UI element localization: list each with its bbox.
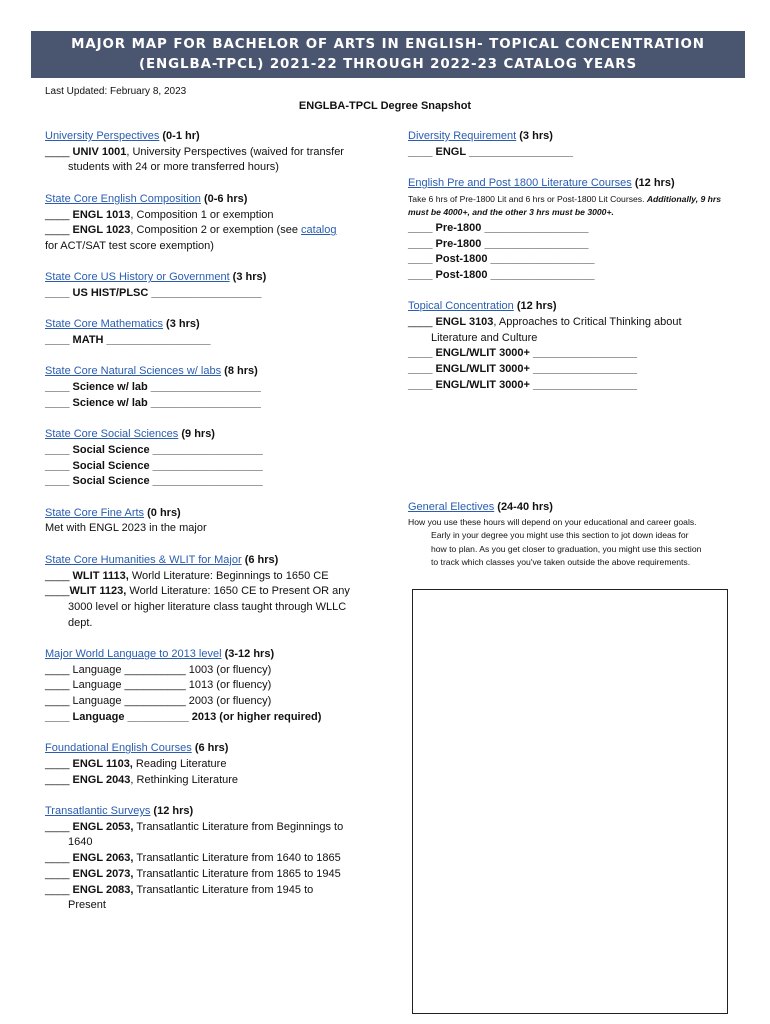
course-slot: ____ ENGL/WLIT 3000+ _________________ bbox=[408, 363, 638, 376]
page-title-line-1: MAJOR MAP FOR BACHELOR OF ARTS IN ENGLISH- TOPICAL CONCENTRATION bbox=[71, 37, 705, 52]
course-slot: ____ US HIST/PLSC __________________ bbox=[45, 287, 262, 299]
course-title: Transatlantic Literature from Beginnings to bbox=[133, 820, 344, 833]
section-general-electives bbox=[408, 500, 738, 570]
course-slot: ____ Language __________ 1013 (or fluency) bbox=[45, 679, 272, 692]
section-hours: (3-12 hrs) bbox=[221, 648, 275, 661]
course-note: for ACT/SAT test score exemption) bbox=[45, 239, 214, 252]
course-code: ENGL 1103, bbox=[72, 757, 133, 770]
section-pre-post-1800 bbox=[408, 176, 738, 284]
course-title: Transatlantic Literature from 1640 to 1865 bbox=[133, 852, 341, 865]
course-slot: Language __________ bbox=[72, 710, 192, 723]
course-slot: ____ ENGL _________________ bbox=[408, 145, 573, 158]
link-topical-concentration[interactable]: Topical Concentration bbox=[408, 300, 514, 313]
course-code: ENGL 3103 bbox=[435, 316, 494, 328]
course-title: Reading Literature bbox=[132, 757, 227, 770]
course-slot: ____ Post-1800 _________________ bbox=[408, 268, 595, 281]
link-humanities[interactable]: State Core Humanities & WLIT for Major bbox=[45, 553, 242, 566]
section-hours: (8 hrs) bbox=[221, 365, 258, 378]
checkbox-blank: ____ bbox=[45, 773, 73, 786]
checkbox-blank: ____ bbox=[45, 820, 73, 833]
link-general-electives[interactable]: General Electives bbox=[408, 501, 495, 513]
checkbox-blank: ____ bbox=[45, 867, 73, 880]
requirement-note-emphasis: Additionally, 9 hrs must be 4000+, and the other 3 hrs must be 3000+. bbox=[408, 193, 722, 218]
course-slot: ____ MATH _________________ bbox=[45, 334, 211, 347]
section-hours: (24-40 hrs) bbox=[494, 501, 553, 513]
checkbox-blank: ____ bbox=[45, 208, 73, 221]
checkbox-blank: ____ bbox=[45, 757, 73, 770]
course-title: Transatlantic Literature from 1945 to bbox=[133, 883, 314, 896]
course-slot: ____ Social Science __________________ bbox=[45, 475, 263, 488]
course-slot: ____ Pre-1800 _________________ bbox=[408, 221, 589, 234]
course-title: , Composition 1 or exemption bbox=[130, 208, 274, 221]
section-hours: (0 hrs) bbox=[144, 506, 181, 519]
section-hours: (3 hrs) bbox=[229, 271, 267, 284]
course-code: ENGL 2043 bbox=[72, 773, 131, 786]
section-transatlantic-surveys bbox=[45, 804, 375, 914]
left-column bbox=[45, 129, 375, 914]
course-slot: ____ Science w/ lab __________________ bbox=[45, 396, 261, 409]
electives-note: to track which classes you've taken outside the above requirements. bbox=[431, 557, 691, 568]
course-code: ENGL 2083, bbox=[72, 883, 134, 896]
link-mathematics[interactable]: State Core Mathematics bbox=[45, 318, 163, 331]
course-code: ENGL 2053, bbox=[72, 820, 134, 833]
section-hours: (0-6 hrs) bbox=[200, 192, 248, 205]
course-note: Met with ENGL 2023 in the major bbox=[45, 522, 207, 535]
course-slot: ____ Language __________ 1003 (or fluency) bbox=[45, 663, 272, 676]
page-title-banner bbox=[31, 31, 745, 78]
last-updated: Last Updated: February 8, 2023 bbox=[45, 86, 187, 97]
course-title-cont: 1640 bbox=[68, 836, 93, 849]
section-hours: (3 hrs) bbox=[516, 130, 553, 142]
course-slot: ____ Science w/ lab __________________ bbox=[45, 381, 261, 394]
section-hours: (12 hrs) bbox=[631, 177, 675, 190]
section-diversity bbox=[408, 129, 738, 160]
requirement-note bbox=[408, 193, 738, 220]
checkbox-blank: ____ bbox=[408, 316, 436, 328]
link-fine-arts[interactable]: State Core Fine Arts bbox=[45, 506, 145, 519]
electives-note: Early in your degree you might use this section to jot down ideas for bbox=[431, 530, 689, 541]
course-slot: ____ Social Science __________________ bbox=[45, 459, 263, 472]
link-english-composition[interactable]: State Core English Composition bbox=[45, 192, 201, 205]
section-us-history bbox=[45, 270, 375, 301]
requirement-note-text: Take 6 hrs of Pre-1800 Lit and 6 hrs or Post-1800 Lit Courses. bbox=[408, 193, 647, 204]
course-title: , Rethinking Literature bbox=[130, 773, 239, 786]
checkbox-blank: ____ bbox=[45, 710, 73, 723]
page-title-line-2: (ENGLBA-TPCL) 2021-22 THROUGH 2022-23 CATALOG YEARS bbox=[138, 57, 638, 72]
checkbox-blank: ____ bbox=[45, 569, 73, 582]
section-mathematics bbox=[45, 317, 375, 348]
course-title: Transatlantic Literature from 1865 to 1945 bbox=[133, 867, 341, 880]
course-code: ENGL 2063, bbox=[72, 852, 134, 865]
course-slot: ____ ENGL/WLIT 3000+ _________________ bbox=[408, 347, 638, 360]
course-title-cont: Present bbox=[68, 899, 106, 912]
checkbox-blank: ____ bbox=[45, 883, 73, 896]
course-note: dept. bbox=[68, 616, 93, 629]
link-natural-sciences[interactable]: State Core Natural Sciences w/ labs bbox=[45, 365, 222, 378]
link-us-history[interactable]: State Core US History or Government bbox=[45, 271, 230, 284]
link-university-perspectives[interactable]: University Perspectives bbox=[45, 130, 160, 142]
section-hours: (12 hrs) bbox=[150, 805, 194, 818]
course-title: , Composition 2 or exemption (see bbox=[130, 224, 302, 237]
checkbox-blank: ____ bbox=[45, 145, 73, 158]
section-social-sciences bbox=[45, 427, 375, 490]
course-code: ENGL 1023 bbox=[72, 224, 131, 237]
section-natural-sciences bbox=[45, 364, 375, 411]
link-world-language[interactable]: Major World Language to 2013 level bbox=[45, 648, 222, 661]
section-hours: (9 hrs) bbox=[178, 428, 215, 441]
section-world-language bbox=[45, 647, 375, 726]
section-foundational-english bbox=[45, 741, 375, 788]
course-note: students with 24 or more transferred hours) bbox=[68, 161, 279, 174]
right-column bbox=[408, 129, 738, 568]
section-hours: (12 hrs) bbox=[513, 300, 557, 313]
checkbox-blank: ____ bbox=[45, 852, 73, 865]
course-title: , University Perspectives (waived for transfer bbox=[126, 145, 344, 158]
section-topical-concentration bbox=[408, 299, 738, 393]
course-code: ENGL 2073, bbox=[72, 867, 134, 880]
checkbox-blank: ____ bbox=[45, 224, 73, 237]
link-social-sciences[interactable]: State Core Social Sciences bbox=[45, 428, 179, 441]
degree-snapshot-heading: ENGLBA-TPCL Degree Snapshot bbox=[298, 100, 472, 112]
section-hours: (0-1 hr) bbox=[159, 130, 200, 142]
link-transatlantic-surveys[interactable]: Transatlantic Surveys bbox=[45, 805, 151, 818]
section-hours: (6 hrs) bbox=[191, 742, 229, 755]
link-foundational-english[interactable]: Foundational English Courses bbox=[45, 742, 192, 755]
course-note: 3000 level or higher literature class taught through WLLC bbox=[68, 600, 347, 613]
section-fine-arts bbox=[45, 506, 375, 537]
section-hours: (6 hrs) bbox=[241, 553, 279, 566]
course-title-cont: Literature and Culture bbox=[431, 331, 538, 344]
course-slot: ____ Social Science __________________ bbox=[45, 443, 263, 456]
catalog-link[interactable]: catalog bbox=[301, 224, 337, 237]
course-title: , Approaches to Critical Thinking about bbox=[493, 316, 682, 328]
section-english-composition bbox=[45, 192, 375, 255]
checkbox-blank: ____ bbox=[45, 585, 70, 598]
course-slot: ____ Post-1800 _________________ bbox=[408, 253, 595, 266]
link-diversity-requirement[interactable]: Diversity Requirement bbox=[408, 130, 517, 142]
section-hours: (3 hrs) bbox=[163, 318, 200, 331]
course-requirement: 2013 (or higher required) bbox=[191, 710, 322, 723]
electives-note: how to plan. As you get closer to graduation, you might use this section bbox=[431, 543, 702, 554]
course-slot: ____ Pre-1800 _________________ bbox=[408, 237, 589, 250]
course-title: World Literature: 1650 CE to Present OR any bbox=[126, 585, 350, 598]
section-humanities bbox=[45, 553, 375, 632]
course-slot: ____ ENGL/WLIT 3000+ _________________ bbox=[408, 378, 638, 391]
course-title: World Literature: Beginnings to 1650 CE bbox=[128, 569, 329, 582]
link-pre-post-1800[interactable]: English Pre and Post 1800 Literature Courses bbox=[408, 177, 632, 190]
section-university-perspectives bbox=[45, 129, 375, 176]
electives-notes-box[interactable] bbox=[412, 589, 728, 1014]
course-slot: ____ Language __________ 2003 (or fluency) bbox=[45, 695, 272, 708]
course-code: WLIT 1123, bbox=[69, 585, 127, 598]
course-code: WLIT 1113, bbox=[72, 569, 129, 582]
electives-note: How you use these hours will depend on your educational and career goals. bbox=[408, 516, 697, 527]
course-code: ENGL 1013 bbox=[72, 208, 131, 221]
course-code: UNIV 1001 bbox=[72, 145, 127, 158]
